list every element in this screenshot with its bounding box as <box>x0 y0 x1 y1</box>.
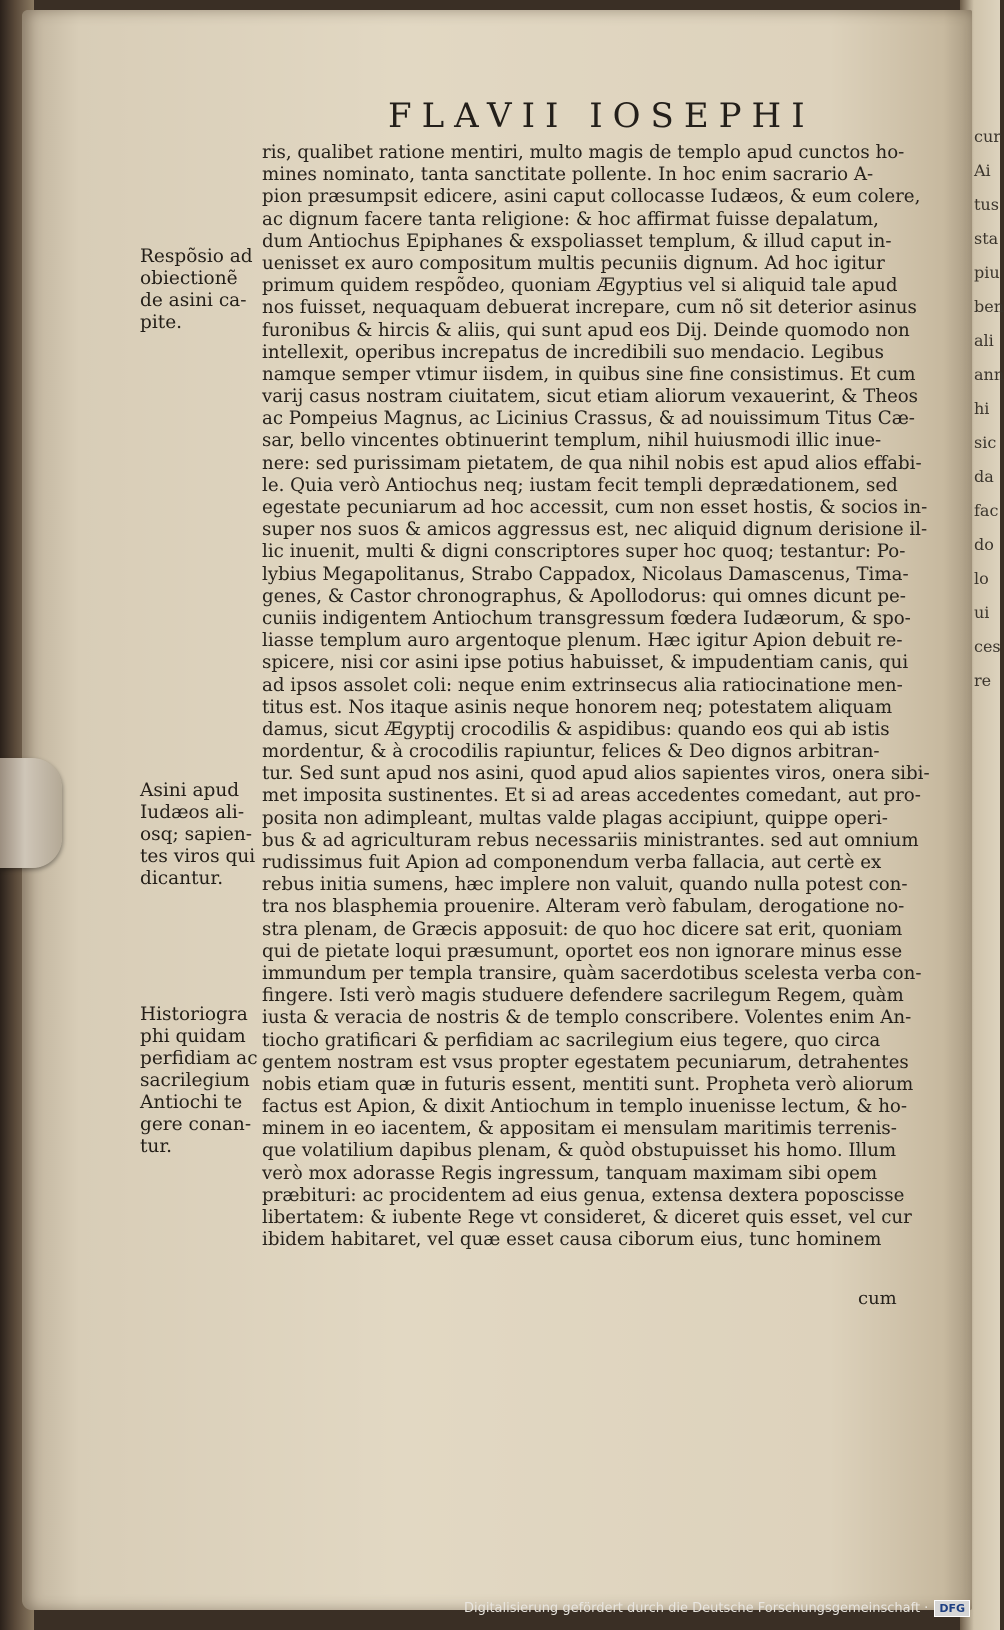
facing-page-fragment: sta <box>974 229 999 248</box>
text-line: tra nos blasphemia prouenire. Alteram verò fabulam, derogatione no- <box>262 896 905 918</box>
text-line: liasse templum auro argentoque plenum. Hæc igitur Apion debuit re- <box>262 630 903 652</box>
margin-note-line: dicantur. <box>140 868 224 889</box>
text-line: minem in eo iacentem, & appositam ei mensulam maritimis terrenis- <box>262 1118 897 1140</box>
margin-note-asses <box>140 780 265 890</box>
main-text-block <box>262 142 930 1251</box>
margin-note-line: obiectionẽ <box>140 268 238 289</box>
margin-note-line: osq; sapien- <box>140 824 252 845</box>
text-line: nobis etiam quæ in futuris essent, mentiti sunt. Propheta verò aliorum <box>262 1073 914 1095</box>
margin-note-line: sacrilegium <box>140 1070 250 1091</box>
text-line: varij casus nostram ciuitatem, sicut etiam aliorum vexauerint, & Theos <box>262 386 919 408</box>
text-line: lybius Megapolitanus, Strabo Cappadox, Nicolaus Damascenus, Tima- <box>262 563 909 585</box>
running-head: FLAVII IOSEPHI <box>388 96 815 136</box>
margin-note-response <box>140 246 265 334</box>
facing-page-fragment: cur <box>974 127 1001 146</box>
facing-page-fragment: sic <box>974 433 997 452</box>
margin-note-line: Asini apud <box>140 780 240 801</box>
dfg-logo-icon: DFG <box>934 1600 970 1617</box>
text-line: stra plenam, de Græcis apposuit: de quo hoc dicere sat erit, quoniam <box>262 918 903 940</box>
facing-page-fragment: ui <box>974 603 990 622</box>
margin-note-line: Respõsio ad <box>140 246 253 267</box>
facing-page-fragment: fac <box>974 501 999 520</box>
text-line: que volatilium dapibus plenam, & quòd obstupuisset his homo. Illum <box>262 1140 897 1162</box>
text-line: ibidem habitaret, vel quæ esset causa ciborum eius, tunc hominem <box>262 1229 882 1251</box>
text-line: ac dignum facere tanta religione: & hoc affirmat fuisse depalatum, <box>262 208 879 230</box>
text-line: intellexit, operibus increpatus de incredibili suo mendacio. Legibus <box>262 341 884 363</box>
text-line: mordentur, & à crocodilis rapiuntur, felices & Deo dignos arbitran- <box>262 741 880 763</box>
footer-text: Digitalisierung gefördert durch die Deutsche Forschungsgemeinschaft · <box>463 1601 929 1616</box>
text-line: præbituri: ac procidentem ad eius genua, extensa dextera poposcisse <box>262 1184 905 1206</box>
text-line: verò mox adorasse Regis ingressum, tanquam maximam sibi opem <box>262 1162 878 1184</box>
margin-note-line: tes viros qui <box>140 846 256 867</box>
margin-note-line: Iudæos ali- <box>140 802 245 823</box>
facing-page-fragment: do <box>974 535 994 554</box>
text-line: dum Antiochus Epiphanes & exspoliasset templum, & illud caput in- <box>262 230 892 252</box>
facing-page-text <box>974 120 1004 698</box>
text-line: tur. Sed sunt apud nos asini, quod apud alios sapientes viros, onera sibi- <box>262 763 930 785</box>
facing-page-fragment: re <box>974 671 992 690</box>
book-clasp <box>0 758 62 868</box>
text-line: nos fuisset, nequaquam debuerat increpare, cum nõ sit deterior asinus <box>262 297 917 319</box>
text-line: titus est. Nos itaque asinis neque honorem neq; potestatem aliquam <box>262 696 893 718</box>
facing-page-fragment: da <box>974 467 994 486</box>
text-line: iusta & veracia de nostris & de templo conscribere. Volentes enim An- <box>262 1007 912 1029</box>
text-line: pion præsumpsit edicere, asini caput collocasse Iudæos, & eum colere, <box>262 186 921 208</box>
text-line: fingere. Isti verò magis studuere defendere sacrilegum Regem, quàm <box>262 985 904 1007</box>
facing-page-fragment: Ai <box>974 161 991 180</box>
margin-note-historians <box>140 1004 265 1158</box>
text-line: genes, & Castor chronographus, & Apollodorus: qui omnes dicunt pe- <box>262 585 906 607</box>
text-line: ac Pompeius Magnus, ac Licinius Crassus, & ad nouissimum Titus Cæ- <box>262 408 915 430</box>
digitization-footer <box>464 1600 970 1617</box>
margin-note-line: de asini ca- <box>140 290 247 311</box>
text-line: furonibus & hircis & aliis, qui sunt apud eos Dij. Deinde quomodo non <box>262 319 910 341</box>
margin-note-line: pite. <box>140 312 183 333</box>
facing-page-fragment: tus <box>974 195 999 214</box>
text-line: primum quidem respõdeo, quoniam Ægyptius vel si aliquid tale apud <box>262 275 898 297</box>
text-line: rudissimus fuit Apion ad componendum verba fallacia, aut certè ex <box>262 852 882 873</box>
facing-page-fragment: ben <box>974 297 1004 316</box>
text-line: lic inuenit, multi & digni conscriptores super hoc quoq; testantur: Po- <box>262 541 906 563</box>
text-line: namque semper vtimur iisdem, in quibus sine fine consistimus. Et cum <box>262 363 916 385</box>
facing-page-fragment: piu <box>974 263 1000 282</box>
margin-note-line: perfidiam ac <box>140 1048 258 1069</box>
text-line: nere: sed purissimam pietatem, de qua nihil nobis est apud alios effabi- <box>262 452 922 474</box>
text-line: cuniis indigentem Antiochum transgressum fœdera Iudæorum, & spo- <box>262 607 911 629</box>
margin-note-line: phi quidam <box>140 1026 246 1047</box>
text-line: uenisset ex auro compositum multis pecuniis dignum. Ad hoc igitur <box>262 252 885 274</box>
text-line: gentem nostram est vsus propter egestatem pecuniarum, detrahentes <box>262 1051 909 1073</box>
margin-note-line: tur. <box>140 1136 173 1157</box>
facing-page-fragment: ali <box>974 331 994 350</box>
text-line: libertatem: & iubente Rege vt consideret, & diceret quis esset, vel cur <box>262 1207 912 1228</box>
text-line: factus est Apion, & dixit Antiochum in templo inuenisse lectum, & ho- <box>262 1096 908 1118</box>
text-line: tiocho gratificari & perfidiam ac sacrilegium eius tegere, quo circa <box>262 1029 881 1051</box>
text-line: ad ipsos assolet coli: neque enim extrinsecus alia ratiocinatione men- <box>262 674 903 696</box>
text-line: bus & ad agriculturam rebus necessariis ministrantes. sed aut omnium <box>262 829 919 851</box>
margin-note-line: Antiochi te <box>140 1092 243 1113</box>
text-line: rebus initia sumens, hæc implere non valuit, quando nulla potest con- <box>262 874 908 896</box>
facing-page-fragment: ann <box>974 365 1004 384</box>
text-line: immundum per templa transire, quàm sacerdotibus scelesta verba con- <box>262 962 922 984</box>
text-line: posita non adimpleant, multas valde plagas accipiunt, quippe operi- <box>262 807 888 829</box>
facing-page-fragment: hi <box>974 399 990 418</box>
text-line: qui de pietate loqui præsumunt, oportet eos non ignorare minus esse <box>262 940 903 962</box>
text-line: sar, bello vincentes obtinuerint templum, nihil huiusmodi illic inue- <box>262 430 882 452</box>
text-line: met imposita sustinentes. Et si ad areas accedentes comedant, aut pro- <box>262 785 921 807</box>
text-line: ris, qualibet ratione mentiri, multo magis de templo apud cunctos ho- <box>262 142 905 163</box>
text-line: egestate pecuniarum ad hoc accessit, cum non esset hostis, & socios in- <box>262 497 928 518</box>
margin-note-line: Historiogra <box>140 1004 248 1025</box>
facing-page-fragment: lo <box>974 569 989 588</box>
facing-page-fragment: ces <box>974 637 1001 656</box>
text-line: spicere, nisi cor asini ipse potius habuisset, & impudentiam canis, qui <box>262 652 909 674</box>
text-line: le. Quia verò Antiochus neq; iustam fecit templi deprædationem, sed <box>262 474 898 496</box>
margin-note-line: gere conan- <box>140 1114 252 1135</box>
text-line: mines nominato, tanta sanctitate pollente. In hoc enim sacrario A- <box>262 164 874 186</box>
catchword: cum <box>858 1288 897 1309</box>
text-line: super nos suos & amicos aggressus est, nec aliquid dignum derisione il- <box>262 519 928 541</box>
text-line: damus, sicut Ægyptij crocodilis & aspidibus: quando eos qui ab istis <box>262 718 890 740</box>
